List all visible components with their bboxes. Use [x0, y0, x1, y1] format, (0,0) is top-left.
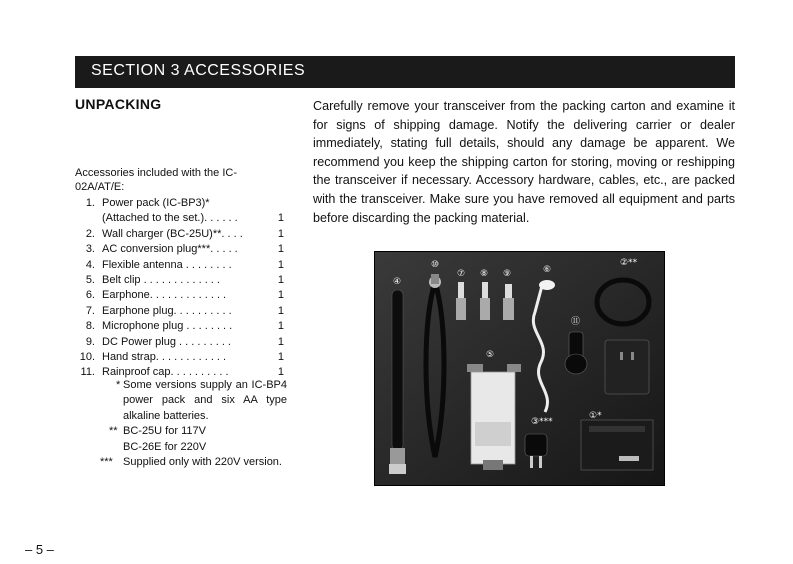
list-item: 4. Flexible antenna . . . . . . . . 1 — [85, 258, 284, 271]
accessories-intro: Accessories included with the IC-02A/AT/E: — [75, 167, 238, 193]
callout-1: ①* — [589, 411, 602, 421]
list-item: 7. Earphone plug. . . . . . . . . . 1 — [85, 304, 284, 317]
list-item: 8. Microphone plug . . . . . . . . 1 — [85, 320, 284, 333]
accessories-photo — [374, 251, 665, 486]
callout-2: ②** — [620, 258, 638, 268]
power-pack-illustration — [581, 420, 653, 470]
list-item: 11. Rainproof cap. . . . . . . . . . 1 — [80, 366, 284, 379]
callout-4: ④ — [393, 277, 402, 287]
list-item: 6. Earphone. . . . . . . . . . . . . 1 — [85, 289, 284, 302]
accessories-list — [75, 196, 287, 381]
footnote-2-line-2: BC-26E for 220V — [123, 440, 207, 453]
footnotes — [75, 378, 287, 470]
list-item: 3. AC conversion plug***. . . . . 1 — [85, 243, 284, 256]
callout-5: ⑤ — [486, 350, 495, 360]
unpacking-paragraph: Carefully remove your transceiver from the packing carton and examine it for signs of shipping damage. Notify the delivering carrier or dealer immediately, stating full details, should any damage be apparent. We recommend you keep the shipping carton for storing, moving or reshipping the transceiver if necessary. Accessory hardware, cables, etc., are packed with the transceiver. Make sure you have removed all equipment and parts before discarding the packing material. — [313, 99, 735, 225]
page-number: – 5 – — [25, 542, 54, 557]
callout-3: ③*** — [531, 417, 553, 427]
callout-10: ⑩ — [431, 260, 440, 270]
callout-8: ⑧ — [480, 269, 489, 279]
list-item: 5. Belt clip . . . . . . . . . . . . . 1 — [85, 273, 284, 286]
callout-9: ⑨ — [503, 269, 512, 279]
footnote-3-mark: *** — [100, 456, 113, 469]
footnote-2-line-1: BC-25U for 117V — [123, 425, 206, 438]
unpacking-heading: UNPACKING — [75, 96, 162, 112]
list-item: 10. Hand strap. . . . . . . . . . . . 1 — [79, 350, 284, 363]
callout-11: ⑪ — [571, 317, 581, 327]
callout-7: ⑦ — [457, 269, 466, 279]
footnote-3 — [75, 455, 287, 470]
list-item: (Attached to the set.). . . . . . 1 — [102, 212, 284, 225]
list-item: 2. Wall charger (BC-25U)**. . . . 1 — [85, 227, 284, 240]
list-item: 1. Power pack (IC-BP3)* — [85, 197, 210, 209]
footnote-2-mark: ** — [109, 425, 118, 438]
footnote-3-text: Supplied only with 220V version. — [123, 456, 282, 469]
belt-clip-illustration — [467, 364, 521, 470]
section-title-bar — [75, 56, 735, 88]
callout-6: ⑥ — [543, 265, 552, 275]
section-title: SECTION 3 ACCESSORIES — [91, 62, 306, 79]
list-item: 9. DC Power plug . . . . . . . . . 1 — [85, 335, 284, 348]
footnote-1 — [75, 378, 287, 424]
footnote-1-mark: * — [116, 379, 121, 391]
footnote-1-text: Some versions supply an IC-BP4 power pack and six AA type alkaline batteries. — [123, 379, 287, 422]
footnote-2 — [75, 424, 287, 455]
